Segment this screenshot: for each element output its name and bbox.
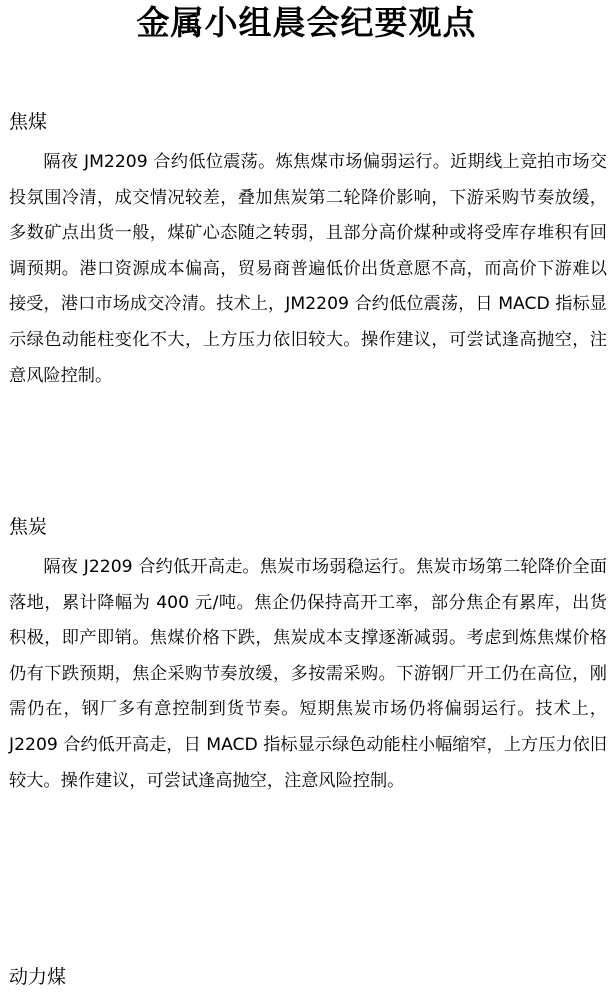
section-heading: 焦煤 (9, 111, 48, 133)
section-coking-coal (9, 107, 607, 394)
document-title: 金属小组晨会纪要观点 (136, 3, 477, 42)
section-thermal-coal (9, 962, 607, 992)
section-heading: 焦炭 (9, 516, 48, 538)
section-heading: 动力煤 (9, 966, 67, 988)
section-body: 隔夜 JM2209 合约低位震荡。炼焦煤市场偏弱运行。近期线上竞拍市场交投氛围冷清，成交情况较差，叠加焦炭第二轮降价影响，下游采购节奏放缓，多数矿点出货一般，煤矿心态随之转弱，且部分高价煤种或将受库存堆积有回调预期。港口资源成本偏高，贸易商普遍低价出货意愿不高，而高价下游难以接受，港口市场成交冷清。技术上，JM2209 合约低位震荡，日 MACD 指标显示绿色动能柱变化不大，上方压力依旧较大。操作建议，可尝试逢高抛空，注意风险控制。 (9, 152, 607, 386)
section-body: 隔夜 J2209 合约低开高走。焦炭市场弱稳运行。焦炭市场第二轮降价全面落地，累计降幅为 400 元/吨。焦企仍保持高开工率，部分焦企有累库，出货积极，即产即销。焦煤价格下跌，焦炭成本支撑逐渐减弱。考虑到炼焦煤价格仍有下跌预期，焦企采购节奏放缓，多按需采购。下游钢厂开工仍在高位，刚需仍在，钢厂多有意控制到货节奏。短期焦炭市场仍将偏弱运行。技术上，J2209 合约低开高走，日 MACD 指标显示绿色动能柱小幅缩窄，上方压力依旧较大。操作建议，可尝试逢高抛空，注意风险控制。 (9, 557, 607, 791)
section-coke (9, 512, 607, 799)
